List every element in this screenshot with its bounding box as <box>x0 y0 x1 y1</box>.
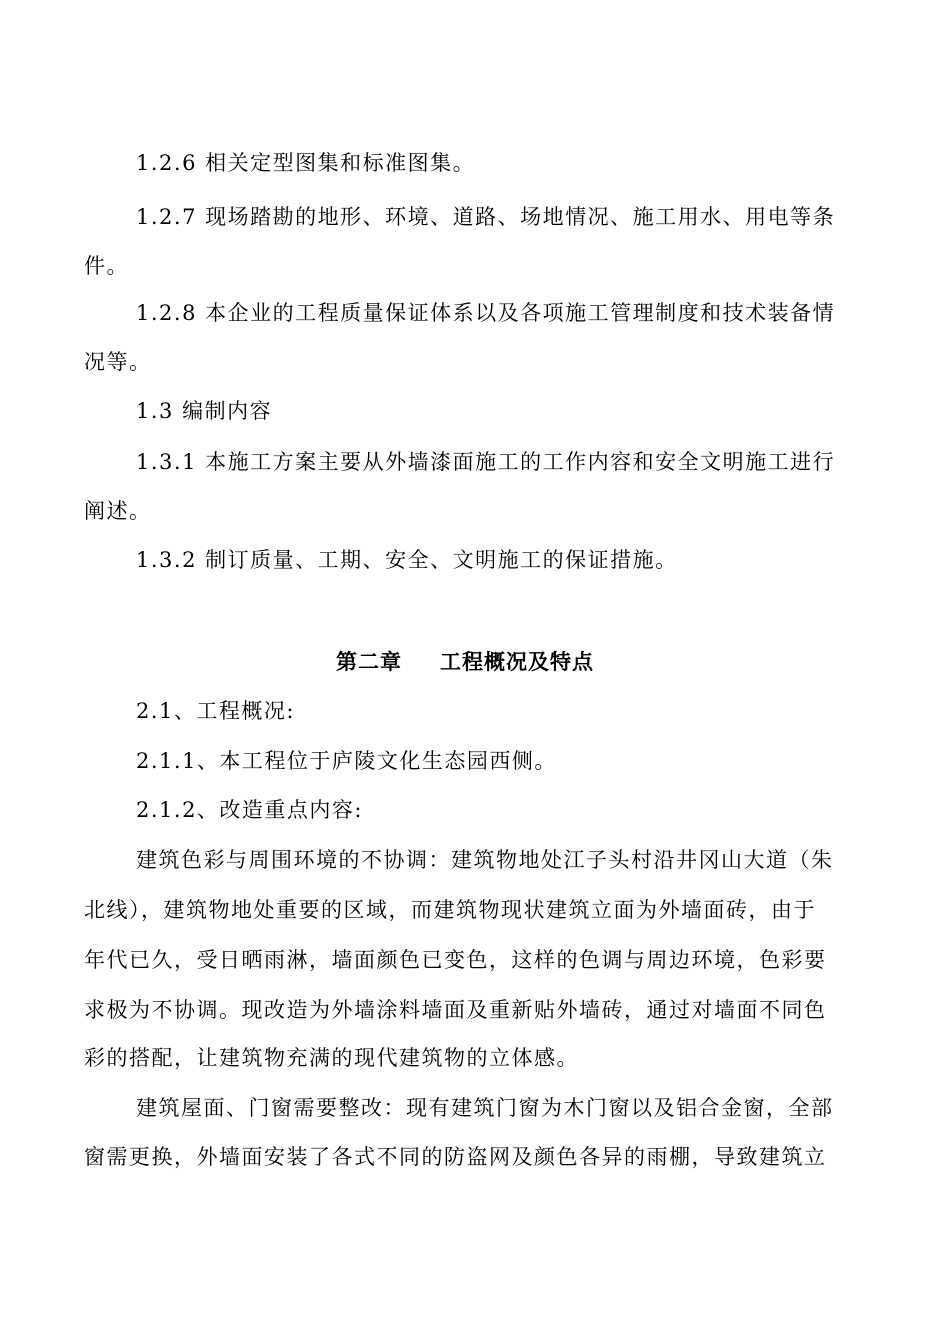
body-paragraph-1-line-2: 北线），建筑物地处重要的区域，而建筑物现状建筑立面为外墙面砖，由于 <box>84 898 816 922</box>
chapter-title: 工程概况及特点 <box>440 649 594 674</box>
paragraph-1-2-8-line-1: 1.2.8 本企业的工程质量保证体系以及各项施工管理制度和技术装备情 <box>136 301 836 325</box>
paragraph-1-2-8-line-2: 况等。 <box>84 350 152 374</box>
chapter-number: 第二章 <box>336 649 402 674</box>
paragraph-1-2-6: 1.2.6 相关定型图集和标准图集。 <box>136 151 476 175</box>
paragraph-1-2-7-line-2: 件。 <box>84 254 129 278</box>
body-paragraph-1-line-4: 求极为不协调。现改造为外墙涂料墙面及重新贴外墙砖，通过对墙面不同色 <box>84 998 827 1022</box>
body-paragraph-2-line-1: 建筑屋面、门窗需要整改：现有建筑门窗为木门窗以及铝合金窗，全部 <box>136 1096 834 1120</box>
paragraph-1-3-2: 1.3.2 制订质量、工期、安全、文明施工的保证措施。 <box>136 548 678 572</box>
paragraph-1-2-7-line-1: 1.2.7 现场踏勘的地形、环境、道路、场地情况、施工用水、用电等条 <box>136 205 836 229</box>
paragraph-2-1-2: 2.1.2、改造重点内容: <box>136 798 364 822</box>
paragraph-1-3-1-line-1: 1.3.1 本施工方案主要从外墙漆面施工的工作内容和安全文明施工进行 <box>136 450 836 474</box>
body-paragraph-2-line-2: 窗需更换，外墙面安装了各式不同的防盗网及颜色各异的雨棚，导致建筑立 <box>84 1145 827 1169</box>
body-paragraph-1-line-1: 建筑色彩与周围环境的不协调：建筑物地处江子头村沿井冈山大道（朱 <box>136 848 834 872</box>
body-paragraph-1-line-5: 彩的搭配，让建筑物充满的现代建筑物的立体感。 <box>84 1046 579 1070</box>
body-paragraph-1-line-3: 年代已久，受日晒雨淋，墙面颜色已变色，这样的色调与周边环境，色彩要 <box>84 948 827 972</box>
section-2-1-heading: 2.1、工程概况: <box>136 699 295 723</box>
paragraph-2-1-1: 2.1.1、本工程位于庐陵文化生态园西侧。 <box>136 749 557 773</box>
paragraph-1-3-1-line-2: 阐述。 <box>84 499 152 523</box>
section-1-3-heading: 1.3 编制内容 <box>136 399 273 423</box>
chapter-heading <box>336 647 594 677</box>
